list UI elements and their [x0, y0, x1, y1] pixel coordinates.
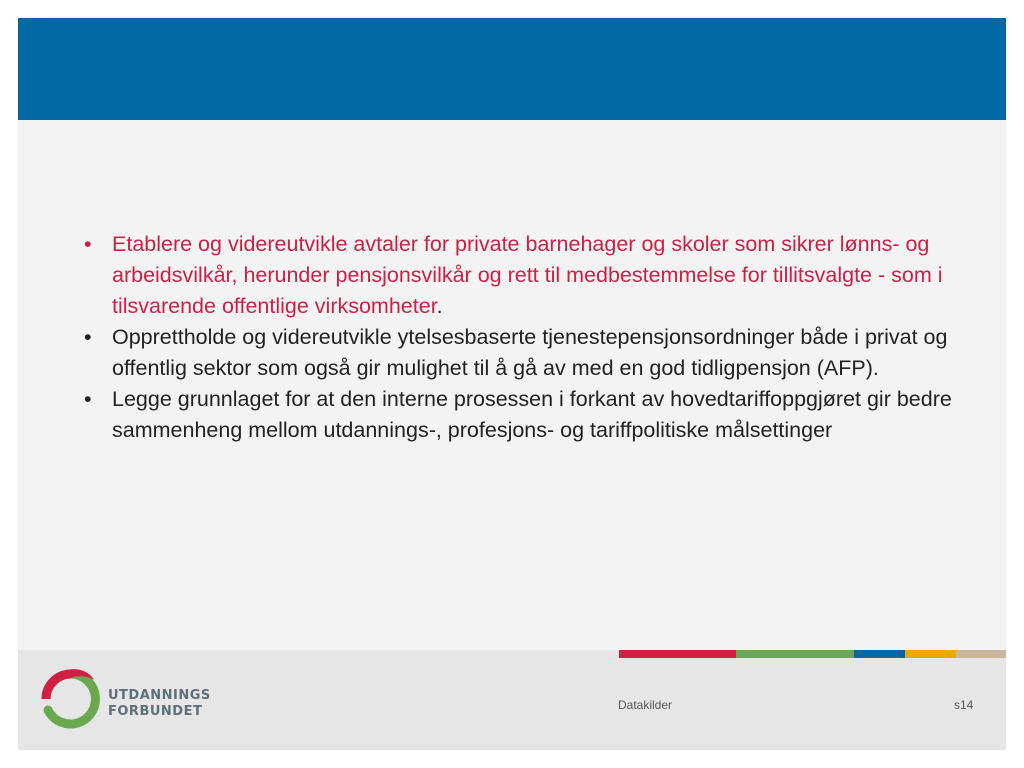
logo-line1: UTDANNINGS — [108, 688, 211, 703]
bullet-list — [82, 229, 982, 446]
logo-wordmark — [108, 688, 211, 720]
header-band — [18, 18, 1006, 120]
footer-source-label: Datakilder — [618, 698, 673, 712]
bullet-item — [82, 384, 982, 446]
bullet-item — [82, 322, 982, 384]
stripe-blue — [854, 650, 905, 658]
footer — [18, 650, 1006, 750]
bullet-dot: • — [84, 387, 92, 411]
page-number: s14 — [954, 698, 974, 712]
bullet-dot: • — [84, 325, 92, 349]
bullet-text: Etablere og videreutvikle avtaler for private barnehager og skoler som sikrer lønns- og arbeidsvilkår, herunder pensjonsvilkår og rett til medbestemmelse for tillitsvalgte - som i tilsvarende offentlige virksomheter — [112, 232, 943, 318]
bullet-dot: • — [84, 232, 92, 256]
stripe-green — [736, 650, 854, 658]
bullet-item — [82, 229, 982, 322]
utdanningsforbundet-logo-icon — [38, 666, 104, 732]
stripe-beige — [956, 650, 1006, 658]
stripe-yellow — [905, 650, 956, 658]
bullet-text: Legge grunnlaget for at den interne prosessen i forkant av hovedtariffoppgjøret gir bedre sammenheng mellom utdannings-, profesjons- og tariffpolitiske målsettinger — [112, 387, 952, 442]
bullet-text: Opprettholde og videreutvikle ytelsesbaserte tjenestepensjonsordninger både i privat og offentlig sektor som også gir mulighet til å gå av med en god tidligpensjon (AFP). — [112, 325, 948, 380]
color-stripes — [619, 650, 1006, 658]
stripe-red — [619, 650, 736, 658]
slide — [18, 18, 1006, 750]
bullet-period: . — [436, 294, 443, 318]
logo-line2: FORBUNDET — [108, 704, 203, 719]
